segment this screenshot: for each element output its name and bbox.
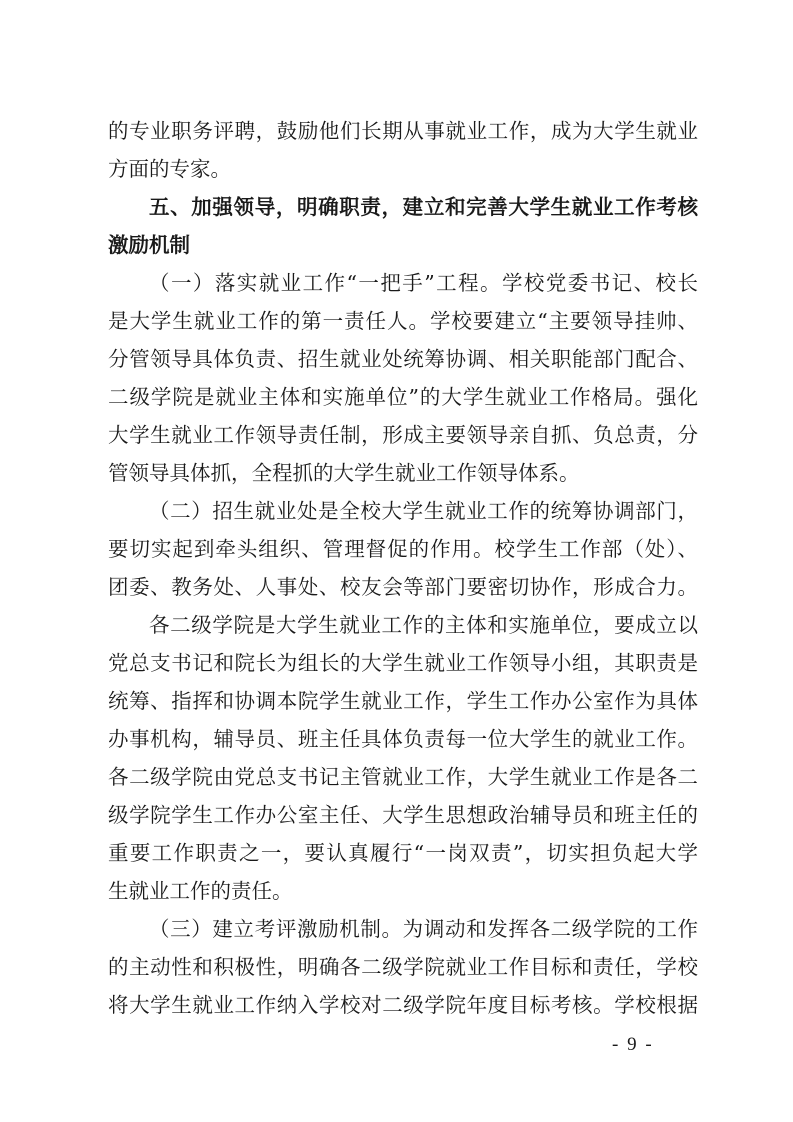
- text-line: 各二级学院是大学生就业工作的主体和实施单位，要成立以: [149, 613, 698, 637]
- text-line: 要切实起到牵头组织、管理督促的作用。校学生工作部（处）、: [108, 537, 698, 561]
- text-line: 级学院学生工作办公室主任、大学生思想政治辅导员和班主任的: [108, 803, 698, 827]
- text-line: 生就业工作的责任。: [108, 879, 293, 903]
- text-line: 大学生就业工作领导责任制，形成主要领导亲自抓、负总责，分: [108, 423, 698, 447]
- text-line: 统筹、指挥和协调本院学生就业工作，学生工作办公室作为具体: [108, 689, 698, 713]
- text-line: 办事机构，辅导员、班主任具体负责每一位大学生的就业工作。: [108, 727, 698, 751]
- text-line: 方面的专家。: [108, 157, 231, 181]
- text-line: 管领导具体抓，全程抓的大学生就业工作领导体系。: [108, 461, 580, 485]
- text-line: 团委、教务处、人事处、校友会等部门要密切协作，形成合力。: [108, 575, 698, 599]
- text-line: 是大学生就业工作的第一责任人。学校要建立“主要领导挂帅、: [108, 309, 698, 333]
- text-line: 将大学生就业工作纳入学校对二级学院年度目标考核。学校根据: [108, 993, 698, 1017]
- page-number: - 9 -: [612, 1034, 654, 1055]
- text-line: （二）招生就业处是全校大学生就业工作的统筹协调部门，: [149, 499, 698, 523]
- text-line: 的主动性和积极性，明确各二级学院就业工作目标和责任，学校: [108, 955, 698, 979]
- text-line: 重要工作职责之一，要认真履行“一岗双责”，切实担负起大学: [108, 841, 698, 865]
- text-line: 各二级学院由党总支书记主管就业工作，大学生就业工作是各二: [108, 765, 698, 789]
- text-line: （三）建立考评激励机制。为调动和发挥各二级学院的工作: [149, 917, 698, 941]
- text-line: 党总支书记和院长为组长的大学生就业工作领导小组，其职责是: [108, 651, 698, 675]
- text-line: 二级学院是就业主体和实施单位”的大学生就业工作格局。强化: [108, 385, 698, 409]
- text-line: （一）落实就业工作“一把手”工程。学校党委书记、校长: [149, 271, 698, 295]
- section-heading: 五、加强领导，明确职责，建立和完善大学生就业工作考核: [149, 195, 698, 219]
- section-heading: 激励机制: [108, 233, 190, 257]
- text-line: 分管领导具体负责、招生就业处统筹协调、相关职能部门配合、: [108, 347, 698, 371]
- text-line: 的专业职务评聘，鼓励他们长期从事就业工作，成为大学生就业: [108, 119, 698, 143]
- document-body: [108, 112, 698, 1024]
